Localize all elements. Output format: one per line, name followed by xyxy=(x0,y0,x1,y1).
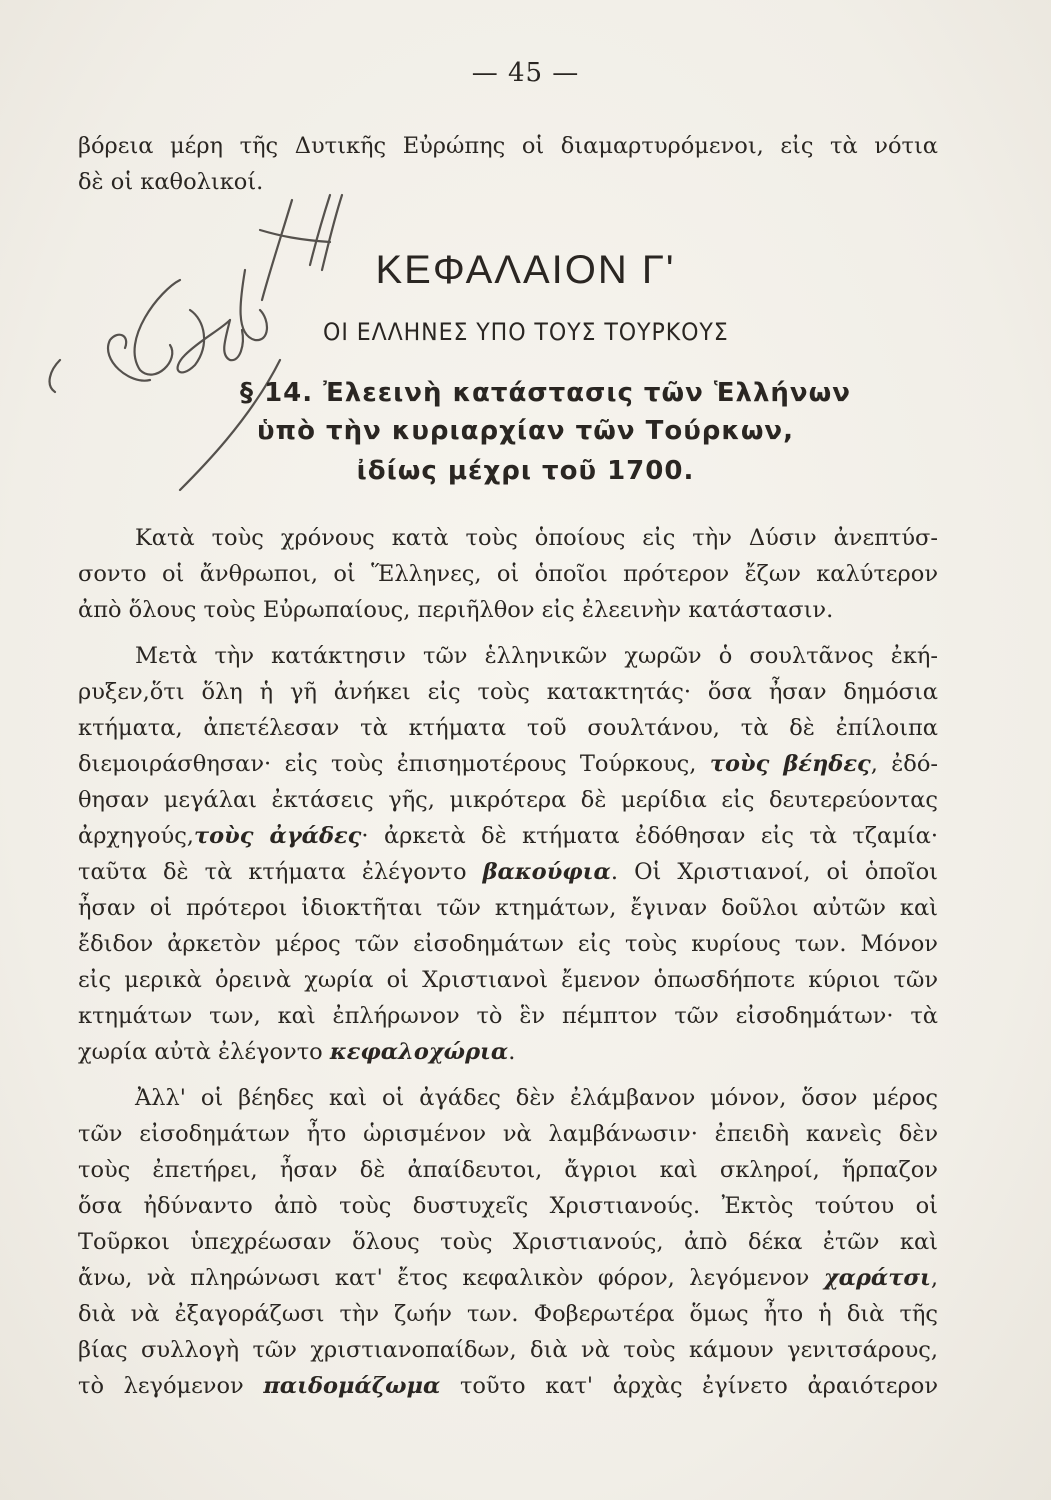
emphasized-term: χαράτσι xyxy=(823,1265,931,1291)
section-heading-line: § 14. Ἐλεεινὴ κατάστασις τῶν Ἑλλήνων xyxy=(240,378,851,408)
text-line: τῶν εἰσοδημάτων ἦτο ὡρισμένον νὰ λαμβάνωσιν· ἐπειδὴ κανεὶς δὲν xyxy=(78,1121,938,1147)
text-line: ρυξεν,ὅτι ὅλη ἡ γῆ ἀνήκει εἰς τοὺς κατακτητάς· ὅσα ἦσαν δημόσια xyxy=(78,679,938,705)
text-line: Ἀλλ' οἱ βέηδες καὶ οἱ ἀγάδες δὲν ἐλάμβανον μόνον, ὅσον μέρος xyxy=(135,1085,938,1111)
text-line: ἄνω, νὰ πληρώνωσι κατ' ἔτος κεφαλικὸν φόρον, λεγόμενον χαράτσι, xyxy=(78,1265,938,1291)
text-line: εἰς μερικὰ ὀρεινὰ χωρία οἱ Χριστιανοὶ ἔμενον ὁπωσδήποτε κύριοι τῶν xyxy=(78,967,938,993)
chapter-title: ΚΕΦΑΛΑΙΟΝ Γ' xyxy=(375,248,676,292)
text-line: ἦσαν οἱ πρότεροι ἰδιοκτῆται τῶν κτημάτων, ἔγιναν δοῦλοι αὐτῶν καὶ xyxy=(78,895,938,921)
section-heading-line: ἰδίως μέχρι τοῦ 1700. xyxy=(356,456,695,486)
text-line: κτημάτων των, καὶ ἐπλήρωνον τὸ ἓν πέμπτον τῶν εἰσοδημάτων· τὰ xyxy=(78,1003,938,1029)
text-line: κτήματα, ἀπετέλεσαν τὰ κτήματα τοῦ σουλτάνου, τὰ δὲ ἐπίλοιπα xyxy=(78,715,938,741)
text-line: Τοῦρκοι ὑπεχρέωσαν ὅλους τοὺς Χριστιανούς, ἀπὸ δέκα ἐτῶν καὶ xyxy=(78,1229,938,1255)
text-line: τοὺς ἐπετήρει, ἦσαν δὲ ἀπαίδευτοι, ἄγριοι καὶ σκληροί, ἥρπαζον xyxy=(78,1157,938,1183)
text-line: Μετὰ τὴν κατάκτησιν τῶν ἑλληνικῶν χωρῶν ὁ σουλτᾶνος ἐκή- xyxy=(135,643,938,669)
emphasized-term: παιδομάζωμα xyxy=(263,1373,441,1399)
text-line: βόρεια μέρη τῆς Δυτικῆς Εὐρώπης οἱ διαμαρτυρόμενοι, εἰς τὰ νότια xyxy=(78,133,938,159)
text-line: ὅσα ἠδύναντο ἀπὸ τοὺς δυστυχεῖς Χριστιανούς. Ἐκτὸς τούτου οἱ xyxy=(78,1193,938,1219)
text-line: διεμοιράσθησαν· εἰς τοὺς ἐπισημοτέρους Τούρκους, τοὺς βέηδες, ἐδό- xyxy=(78,751,939,777)
text-line: τὸ λεγόμενον παιδομάζωμα τοῦτο κατ' ἀρχὰς ἐγίνετο ἀραιότερον xyxy=(78,1373,938,1399)
text-line: θησαν μεγάλαι ἐκτάσεις γῆς, μικρότερα δὲ μερίδια εἰς δευτερεύοντας xyxy=(78,787,938,813)
text-line: ἀρχηγούς,τοὺς ἀγάδες· ἀρκετὰ δὲ κτήματα ἐδόθησαν εἰς τὰ τζαμία· xyxy=(78,823,938,849)
emphasized-term: κεφαλοχώρια xyxy=(329,1039,509,1065)
chapter-subtitle: ΟΙ ΕΛΛΗΝΕΣ ΥΠΟ ΤΟΥΣ ΤΟΥΡΚΟΥΣ xyxy=(323,318,729,346)
text-line: χωρία αὐτὰ ἐλέγοντο κεφαλοχώρια. xyxy=(78,1039,516,1065)
text-line: δὲ οἱ καθολικοί. xyxy=(78,169,264,195)
section-heading-line: ὑπὸ τὴν κυριαρχίαν τῶν Τούρκων, xyxy=(256,416,795,446)
page-number: — 45 — xyxy=(471,58,580,88)
text-line: σοντο οἱ ἄνθρωποι, οἱ Ἕλληνες, οἱ ὁποῖοι πρότερον ἔζων καλύτερον xyxy=(78,561,938,587)
text-line: βίας συλλογὴ τῶν χριστιανοπαίδων, διὰ νὰ τοὺς κάμουν γενιτσάρους, xyxy=(78,1337,938,1363)
text-line: ἀπὸ ὅλους τοὺς Εὐρωπαίους, περιῆλθον εἰς ἐλεεινὴν κατάστασιν. xyxy=(78,597,834,623)
text-line: Κατὰ τοὺς χρόνους κατὰ τοὺς ὁποίους εἰς τὴν Δύσιν ἀνεπτύσ- xyxy=(135,525,938,551)
emphasized-term: τοὺς ἀγάδες xyxy=(193,823,362,849)
text-line: ἔδιδον ἀρκετὸν μέρος τῶν εἰσοδημάτων εἰς τοὺς κυρίους των. Μόνον xyxy=(78,931,938,957)
handwritten-note-text: Ελευθ xyxy=(30,170,34,171)
text-line: ταῦτα δὲ τὰ κτήματα ἐλέγοντο βακούφια. Οἱ Χριστιανοί, οἱ ὁποῖοι xyxy=(78,859,938,885)
text-line: διὰ νὰ ἐξαγοράζωσι τὴν ζωήν των. Φοβερωτέρα ὅμως ἦτο ἡ διὰ τῆς xyxy=(78,1301,938,1327)
emphasized-term: βακούφια xyxy=(482,859,611,885)
emphasized-term: τοὺς βέηδες xyxy=(709,751,871,777)
